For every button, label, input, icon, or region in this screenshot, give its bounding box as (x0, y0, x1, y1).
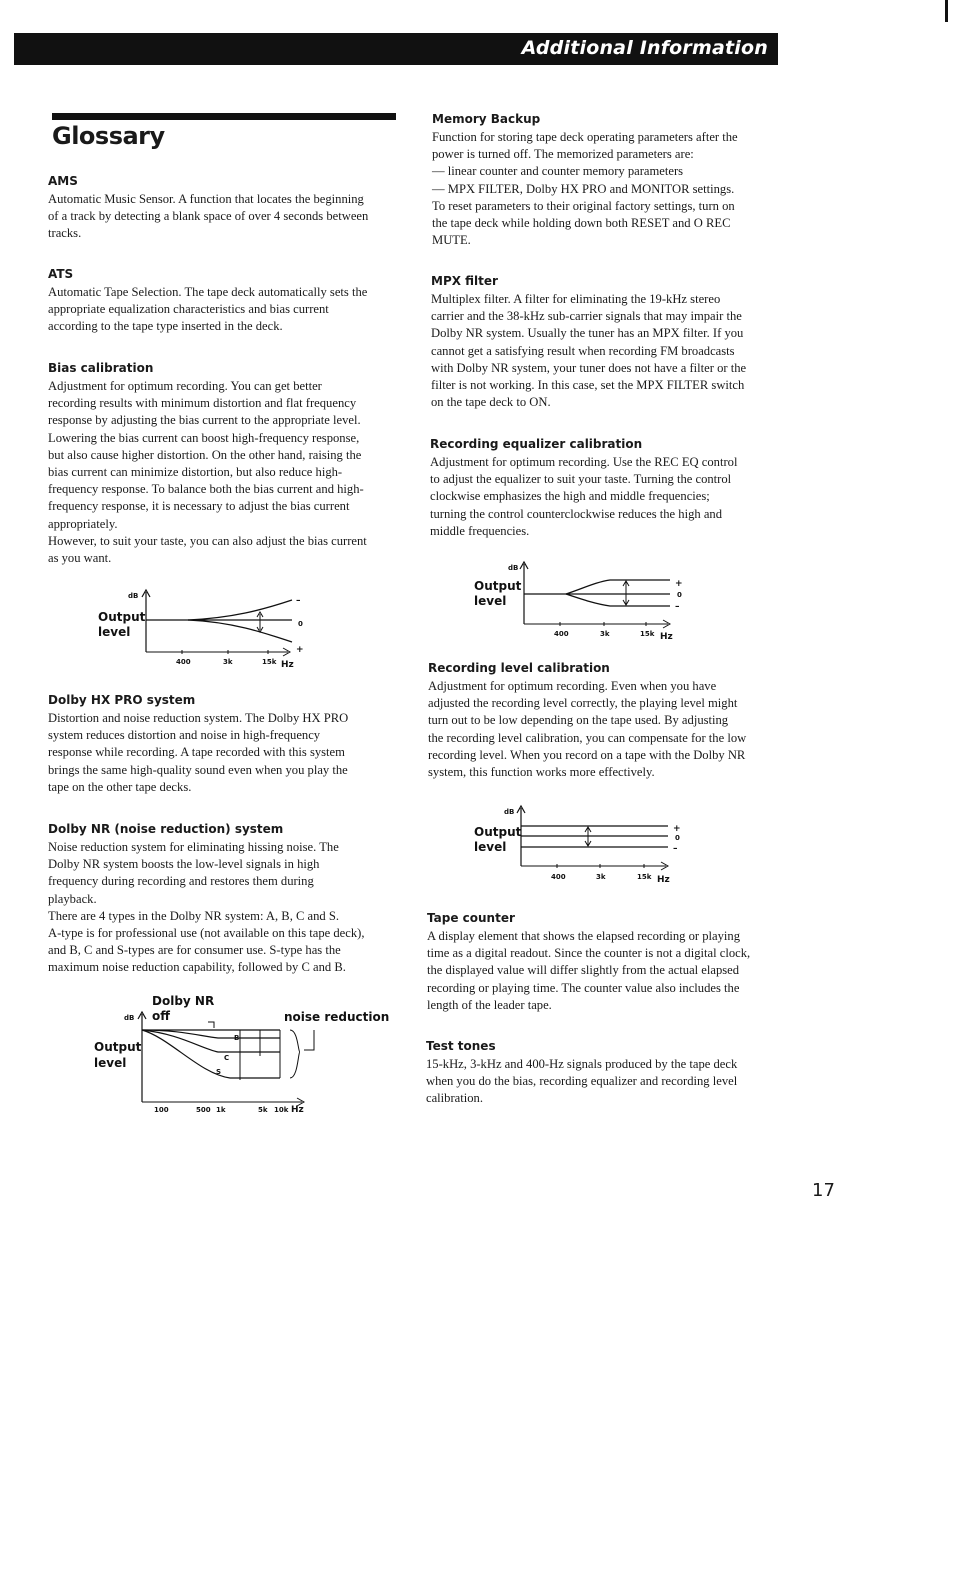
x-tick-500: 500 (196, 1106, 211, 1114)
definition-line: response while recording. A tape recorded with this system (48, 745, 345, 760)
definition-line: Adjustment for optimum recording. You can get better (48, 379, 322, 393)
definition-line: recording or playing time. The counter value also includes the (427, 980, 740, 995)
definition-line: frequency response. To balance both the bias current and high- (48, 482, 364, 497)
x-tick-400: 400 (554, 630, 569, 638)
term-mpx-filter: MPX filter (431, 274, 498, 288)
x-tick-400: 400 (551, 873, 566, 881)
curve-label-b: B (234, 1034, 240, 1042)
y-unit-label: dB (508, 564, 519, 572)
x-unit: Hz (657, 875, 670, 885)
definition-line: the recording level calibration, you can compensate for the low (428, 730, 747, 745)
page-title: Glossary (52, 122, 165, 150)
term-ats: ATS (48, 267, 74, 281)
x-tick-15k: 15k (637, 873, 652, 881)
x-tick-15k: 15k (640, 630, 655, 638)
entry-test-tones (426, 1039, 774, 1108)
boost-curve (188, 600, 292, 620)
x-unit: Hz (281, 660, 294, 670)
term-ams: AMS (48, 174, 78, 188)
y-label-line-1: Output (474, 825, 522, 839)
recording-equalizer-graph (470, 558, 700, 644)
term-recording-level: Recording level calibration (428, 661, 610, 675)
x-tick-3k: 3k (223, 658, 233, 666)
entry-ats (48, 267, 398, 336)
definition-line: system, this function works more effectively. (428, 765, 655, 780)
definition-line: tracks. (48, 226, 82, 241)
marker-minus: – (673, 844, 678, 854)
definition-line: response by adjusting the bias current to the appropriate level. (48, 413, 361, 428)
y-label-line-2: level (98, 625, 131, 639)
term-recording-equalizer: Recording equalizer calibration (430, 437, 643, 451)
entry-ams (48, 174, 398, 243)
noise-reduction-label: noise reduction (284, 1010, 390, 1024)
marker-plus: + (675, 579, 683, 589)
definition-line: — MPX FILTER, Dolby HX PRO and MONITOR settings. (432, 181, 735, 196)
definition-line: Adjustment for optimum recording. Even when you have (428, 679, 717, 693)
boost-curve (566, 580, 670, 594)
definition-line: appropriate equalization characteristics and bias current (48, 302, 329, 317)
definition-line: There are 4 types in the Dolby NR system: A, B, C and S. (48, 908, 340, 923)
definition-line: according to the tape type inserted in the deck. (48, 319, 283, 334)
definition-line: on the tape deck to ON. (431, 395, 551, 410)
definition-line: MUTE. (432, 233, 471, 248)
definition-line: recording level. When you record on a tape with the Dolby NR (428, 747, 746, 762)
entry-tape-counter (427, 911, 775, 1014)
term-bias-calibration: Bias calibration (48, 361, 154, 375)
section-header-bar (14, 33, 778, 65)
recording-level-figure (470, 804, 700, 890)
definition-line: the displayed value will differ slightly from the actual elapsed (427, 963, 740, 978)
x-tick-400: 400 (176, 658, 191, 666)
definition-line: However, to suit your taste, you can also adjust the bias current (48, 533, 367, 548)
off-arrow (208, 1022, 214, 1028)
definition-dolby-hx-pro (48, 710, 398, 796)
term-tape-counter: Tape counter (427, 911, 515, 925)
marker-minus: – (675, 602, 680, 612)
definition-line: Automatic Tape Selection. The tape deck automatically sets the (48, 285, 368, 299)
entry-mpx-filter (431, 274, 779, 411)
entry-recording-level (428, 661, 776, 781)
cut-curve (188, 620, 292, 642)
definition-line: appropriately. (48, 516, 118, 531)
definition-line: bias current can minimize distortion, but also reduce high- (48, 465, 343, 480)
definition-line: turning the control counterclockwise reduces the high and (430, 506, 723, 521)
curve-label-s: S (216, 1068, 222, 1076)
definition-line: — linear counter and counter memory parameters (432, 164, 684, 179)
definition-test-tones (426, 1056, 774, 1108)
page-number: 17 (812, 1180, 835, 1201)
x-tick-15k: 15k (262, 658, 277, 666)
definition-line: and B, C and S-types are for consumer use. S-type has the (48, 943, 341, 958)
definition-line: but also cause higher distortion. On the other hand, raising the (48, 447, 362, 462)
definition-line: A-type is for professional use (not available on this tape deck), (48, 926, 365, 941)
definition-line: length of the leader tape. (427, 997, 552, 1012)
curve-c (142, 1030, 280, 1052)
definition-line: when you do the bias, recording equalizer and recording level (426, 1074, 738, 1089)
marker-zero: 0 (675, 834, 680, 842)
y-unit-label: dB (124, 1014, 135, 1022)
y-label-line-2: level (474, 840, 507, 854)
definition-tape-counter (427, 928, 775, 1014)
definition-line: turn out to be low depending on the tape used. By adjusting (428, 713, 729, 728)
dolby-nr-title: Dolby NR (152, 994, 215, 1008)
definition-line: calibration. (426, 1091, 483, 1106)
definition-line: Dolby NR system. Usually the tuner has an MPX filter. If you (431, 326, 744, 341)
term-dolby-nr: Dolby NR (noise reduction) system (48, 822, 284, 836)
x-tick-5k: 5k (258, 1106, 268, 1114)
x-tick-3k: 3k (596, 873, 606, 881)
dolby-nr-figure (90, 992, 390, 1120)
dolby-nr-graph (90, 992, 390, 1120)
term-memory-backup: Memory Backup (432, 112, 541, 126)
definition-line: system reduces distortion and noise in high-frequency (48, 728, 321, 743)
recording-level-graph (470, 804, 700, 890)
marker-plus: + (296, 645, 304, 655)
definition-bias-calibration (48, 378, 398, 567)
definition-line: Adjustment for optimum recording. Use the REC EQ control (430, 455, 738, 469)
term-dolby-hx-pro: Dolby HX PRO system (48, 693, 196, 707)
y-unit-label: dB (504, 808, 515, 816)
curve-label-c: C (224, 1054, 230, 1062)
title-rule (52, 113, 396, 120)
definition-line: Lowering the bias current can boost high-frequency response, (48, 430, 360, 445)
definition-line: cannot get a satisfying result when recording FM broadcasts (431, 343, 735, 358)
x-tick-10k: 10k (274, 1106, 289, 1114)
term-test-tones: Test tones (426, 1039, 496, 1053)
definition-line: recording results with minimum distortion and flat frequency (48, 396, 357, 411)
marker-zero: 0 (677, 591, 682, 599)
y-label-line-1: Output (98, 610, 146, 624)
x-tick-1k: 1k (216, 1106, 226, 1114)
definition-line: To reset parameters to their original factory settings, turn on (432, 198, 735, 213)
definition-recording-level (428, 678, 776, 781)
definition-ams (48, 191, 398, 243)
entry-memory-backup (432, 112, 780, 249)
definition-memory-backup (432, 129, 780, 249)
definition-line: tape on the other tape decks. (48, 779, 192, 794)
definition-line: power is turned off. The memorized parameters are: (432, 147, 694, 162)
definition-line: time as a digital readout. Since the counter is not a digital clock, (427, 946, 751, 961)
definition-line: maximum noise reduction capability, followed by C and B. (48, 960, 346, 975)
definition-ats (48, 284, 398, 336)
definition-line: brings the same high-quality sound even when you play the (48, 762, 348, 777)
definition-line: playback. (48, 891, 97, 906)
definition-line: Dolby NR system boosts the low-level signals in high (48, 857, 320, 872)
definition-line: frequency during recording and restores them during (48, 874, 314, 889)
definition-line: Multiplex filter. A filter for eliminating the 19-kHz stereo (431, 292, 721, 306)
definition-line: to adjust the equalizer to suit your taste. Turning the control (430, 472, 732, 487)
definition-line: Function for storing tape deck operating parameters after the (432, 130, 738, 144)
bias-calibration-figure (92, 586, 322, 672)
y-label-line-1: Output (474, 579, 522, 593)
cut-curve (566, 594, 670, 606)
entry-recording-equalizer (430, 437, 778, 540)
x-unit: Hz (660, 632, 673, 642)
definition-mpx-filter (431, 291, 779, 411)
x-tick-3k: 3k (600, 630, 610, 638)
y-label-line-2: level (474, 594, 507, 608)
y-label-line-2: level (94, 1056, 127, 1070)
marker-zero: 0 (298, 620, 303, 628)
recording-equalizer-figure (470, 558, 700, 644)
y-unit-label: dB (128, 592, 139, 600)
definition-line: carrier and the 38-kHz sub-carrier signals that may impair the (431, 309, 742, 324)
entry-dolby-nr (48, 822, 398, 977)
definition-line: of a track by detecting a blank space of over 4 seconds between (48, 209, 369, 224)
definition-line: A display element that shows the elapsed recording or playing (427, 929, 741, 943)
definition-line: frequency response, it is necessary to adjust the bias current (48, 499, 350, 514)
bias-calibration-graph (92, 586, 322, 672)
definition-line: with Dolby NR system, your tuner does not have a filter or the (431, 360, 747, 375)
definition-line: 15-kHz, 3-kHz and 400-Hz signals produced by the tape deck (426, 1057, 738, 1071)
page-edge-mark (945, 0, 948, 22)
x-tick-100: 100 (154, 1106, 169, 1114)
definition-recording-equalizer (430, 454, 778, 540)
definition-line: adjusted the recording level correctly, the playing level might (428, 696, 738, 711)
definition-line: Noise reduction system for eliminating hissing noise. The (48, 840, 339, 854)
definition-line: clockwise emphasizes the high and middle frequencies; (430, 489, 710, 504)
marker-minus: – (296, 596, 301, 606)
definition-line: filter is not working. In this case, set the MPX FILTER switch (431, 378, 745, 393)
definition-line: middle frequencies. (430, 523, 530, 538)
x-unit: Hz (291, 1105, 304, 1115)
definition-line: the tape deck while holding down both RESET and O REC (432, 216, 731, 231)
definition-line: as you want. (48, 551, 112, 566)
definition-line: Automatic Music Sensor. A function that locates the beginning (48, 192, 364, 206)
definition-line: Distortion and noise reduction system. The Dolby HX PRO (48, 711, 349, 725)
y-label-line-1: Output (94, 1040, 142, 1054)
definition-dolby-nr (48, 839, 398, 977)
section-title: Additional Information (521, 37, 768, 59)
entry-bias-calibration (48, 361, 398, 567)
entry-dolby-hx-pro (48, 693, 398, 796)
off-label: off (152, 1009, 170, 1023)
marker-plus: + (673, 824, 681, 834)
nr-brace (290, 1030, 300, 1078)
